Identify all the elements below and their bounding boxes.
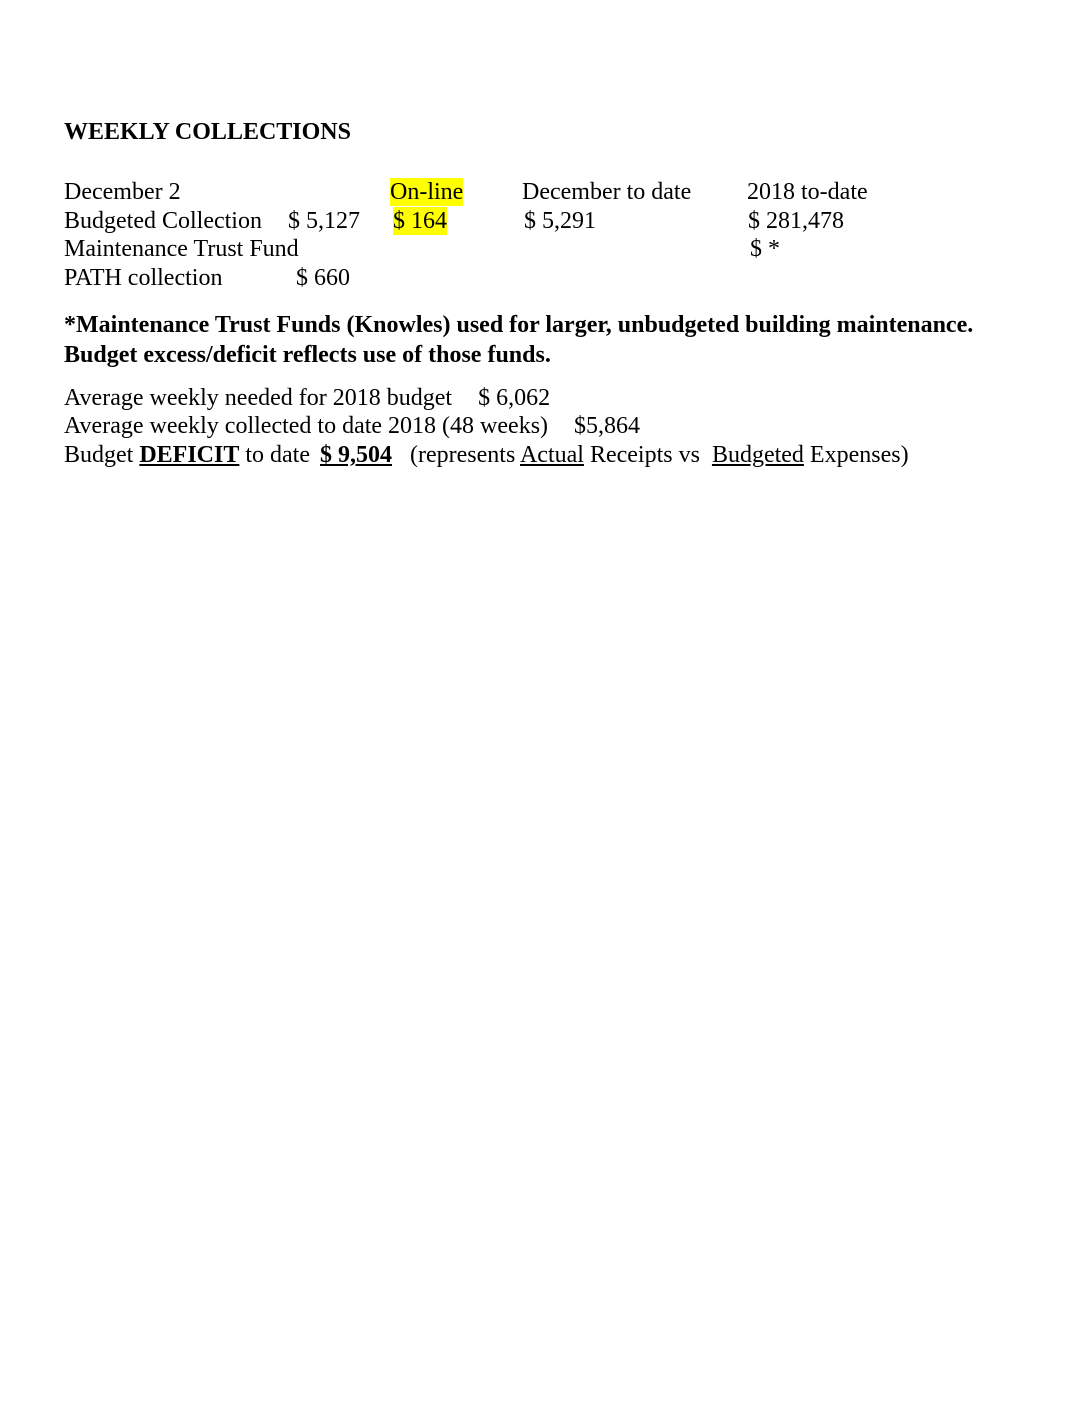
note-line-2: Budget excess/deficit reflects use of those funds.	[64, 342, 551, 368]
header-date: December 2	[64, 179, 181, 205]
header-year-to-date: 2018 to-date	[747, 179, 868, 205]
deficit-prefix: Budget	[64, 442, 134, 468]
row-maintenance-label: Maintenance Trust Fund	[64, 236, 299, 262]
deficit-value: $ 9,504	[320, 442, 392, 468]
summary-avg-needed	[64, 384, 550, 412]
row-budgeted-month-to-date: $ 5,291	[524, 208, 596, 234]
row-path-label: PATH collection	[64, 265, 223, 291]
deficit-paren-open: (represents	[410, 442, 516, 468]
deficit-receipts-vs: Receipts vs	[589, 442, 700, 468]
row-budgeted-label: Budgeted Collection	[64, 208, 262, 234]
avg-collected-value: $5,864	[574, 413, 641, 439]
row-budgeted-year-to-date: $ 281,478	[748, 208, 844, 234]
deficit-word: DEFICIT	[139, 442, 240, 468]
deficit-actual: Actual	[519, 442, 584, 468]
avg-needed-label: Average weekly needed for 2018 budget	[64, 385, 453, 411]
deficit-expenses: Expenses)	[809, 442, 909, 468]
note-line-1: *Maintenance Trust Funds (Knowles) used for larger, unbudgeted building maintenance.	[64, 312, 974, 338]
deficit-middle: to date	[245, 442, 310, 468]
row-budgeted-online: $ 164	[393, 208, 447, 234]
row-path-amount: $ 660	[296, 265, 350, 291]
header-month-to-date: December to date	[522, 179, 692, 205]
page-title: WEEKLY COLLECTIONS	[64, 119, 351, 145]
summary-deficit	[64, 441, 909, 469]
avg-needed-value: $ 6,062	[478, 385, 551, 411]
deficit-budgeted: Budgeted	[711, 442, 804, 468]
row-maintenance-year-to-date: $ *	[750, 236, 780, 262]
row-budgeted-amount: $ 5,127	[288, 208, 360, 234]
maintenance-note	[64, 310, 1024, 370]
summary-avg-collected	[64, 412, 640, 440]
header-online: On-line	[390, 179, 464, 205]
avg-collected-label: Average weekly collected to date 2018 (48 weeks)	[64, 413, 549, 439]
